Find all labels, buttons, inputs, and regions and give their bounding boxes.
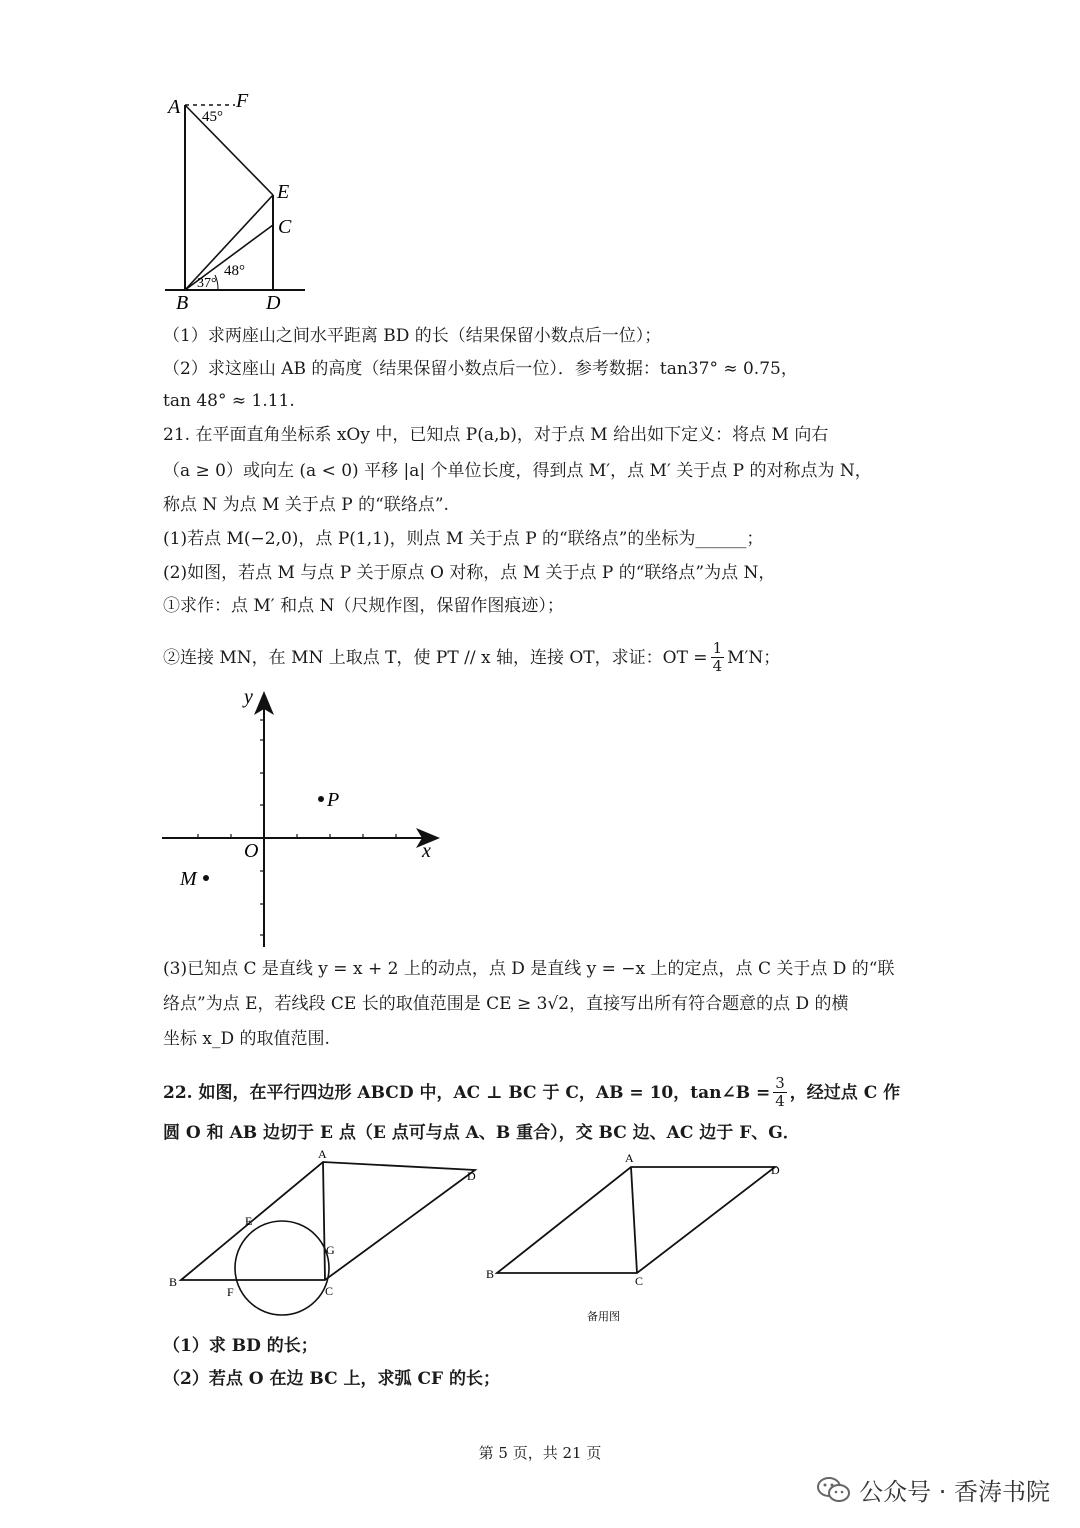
- axis-x-label: x: [422, 840, 431, 862]
- fraction-num: 3: [775, 1074, 785, 1092]
- label-B: B: [169, 1275, 178, 1289]
- page-footer: 第 5 页，共 21 页: [478, 1444, 602, 1462]
- label-G: G: [326, 1243, 335, 1257]
- fraction-three-quarters: [773, 1075, 787, 1110]
- q20-part2: （2）求这座山 AB 的高度（结果保留小数点后一位）．参考数据：tan37° ≈ 0.75，: [163, 359, 798, 379]
- wechat-icon: [817, 1476, 851, 1504]
- figure-mountains: [160, 85, 310, 315]
- label-C: C: [325, 1284, 334, 1298]
- q21-part2: (2)如图，若点 M 与点 P 关于原点 O 对称，点 M 关于点 P 的“联络点”为点 N，: [163, 563, 776, 583]
- axis-y-label: y: [244, 686, 253, 708]
- spare-label-C: C: [635, 1274, 644, 1288]
- spare-label-A: A: [625, 1151, 634, 1165]
- q22-stem-2: 圆 O 和 AB 边切于 E 点（E 点可与点 A、B 重合），交 BC 边、AC 边于 F、G．: [163, 1123, 800, 1143]
- q20-part2-cont: tan 48° ≈ 1.11.: [163, 391, 295, 411]
- q20-part1: （1）求两座山之间水平距离 BD 的长（结果保留小数点后一位）；: [163, 326, 662, 346]
- fraction-den: 4: [775, 1092, 785, 1110]
- label-D: D: [266, 292, 281, 314]
- q22-part1: （1）求 BD 的长；: [163, 1336, 318, 1356]
- fraction-quarter: [711, 640, 725, 675]
- watermark: [817, 1472, 1050, 1507]
- q21-part1: (1)若点 M(−2,0)，点 P(1,1)，则点 M 关于点 P 的“联络点”的坐标为______；: [163, 529, 764, 549]
- label-M: M: [180, 868, 197, 890]
- spare-caption: 备用图: [587, 1311, 620, 1323]
- q21-part3-3: 坐标 x_D 的取值范围.: [163, 1029, 330, 1049]
- angle-45: 45°: [202, 109, 223, 125]
- q21-part2b-post: M′N；: [727, 647, 781, 668]
- fraction-num: 1: [712, 639, 723, 657]
- figure-coordinates: [160, 685, 450, 950]
- label-A: A: [168, 96, 181, 118]
- label-C: C: [278, 216, 292, 238]
- label-F: F: [227, 1285, 234, 1299]
- spare-label-D: D: [771, 1163, 780, 1177]
- angle-37: 37°: [197, 276, 217, 291]
- label-D: D: [467, 1169, 476, 1183]
- label-E: E: [245, 1214, 253, 1228]
- figure-spare: [485, 1150, 795, 1325]
- label-B: B: [176, 292, 189, 314]
- label-A: A: [318, 1147, 327, 1161]
- q21-stem-2: （a ≥ 0）或向左 (a < 0) 平移 |a| 个单位长度，得到点 M′，点 M′ 关于点 P 的对称点为 N，: [163, 461, 872, 481]
- label-E: E: [277, 181, 290, 203]
- spare-label-B: B: [486, 1267, 495, 1281]
- label-P: P: [327, 789, 340, 811]
- q21-part2a: ①求作：点 M′ 和点 N（尺规作图，保留作图痕迹）；: [163, 596, 564, 616]
- q22-stem-1: [163, 1075, 900, 1110]
- point-P: [318, 796, 324, 802]
- point-M: [203, 875, 209, 881]
- watermark-text: 公众号 · 香涛书院: [859, 1478, 1050, 1506]
- origin-label: O: [244, 840, 259, 862]
- q22-stem-1-pre: 22. 如图，在平行四边形 ABCD 中，AC ⊥ BC 于 C，AB = 10，tan∠B =: [163, 1082, 771, 1103]
- q21-part3-2: 络点”为点 E，若线段 CE 长的取值范围是 CE ≥ 3√2，直接写出所有符合题意的点 D 的横: [163, 994, 849, 1014]
- q21-stem-3: 称点 N 为点 M 关于点 P 的“联络点”.: [163, 495, 449, 515]
- q22-stem-1-post: ，经过点 C 作: [789, 1082, 901, 1103]
- angle-48: 48°: [224, 263, 245, 279]
- q21-part2b-pre: ②连接 MN，在 MN 上取点 T，使 PT // x 轴，连接 OT，求证：OT =: [163, 647, 708, 668]
- q21-part3-1: (3)已知点 C 是直线 y = x + 2 上的动点，点 D 是直线 y = −x 上的定点，点 C 关于点 D 的“联: [163, 959, 895, 979]
- q21-stem-1: 21. 在平面直角坐标系 xOy 中，已知点 P(a,b)，对于点 M 给出如下定义：将点 M 向右: [163, 425, 829, 445]
- fraction-den: 4: [712, 657, 723, 675]
- q21-part2b: [163, 640, 780, 675]
- label-F: F: [236, 90, 249, 112]
- q22-part2: （2）若点 O 在边 BC 上，求弧 CF 的长；: [163, 1369, 500, 1389]
- figure-parallelogram-circle: [165, 1147, 495, 1310]
